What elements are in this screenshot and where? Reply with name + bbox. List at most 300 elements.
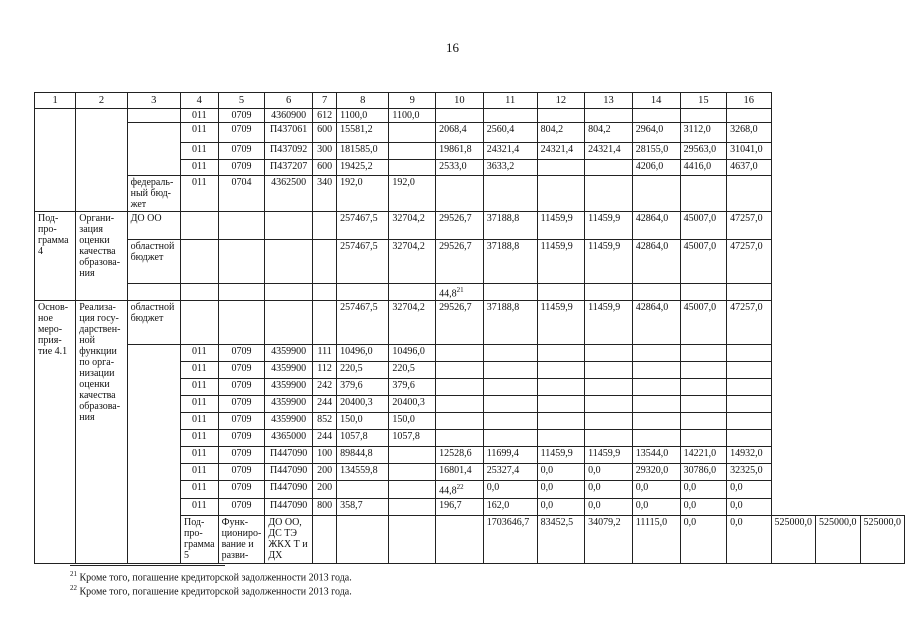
table-cell: 32325,0 [727,464,771,481]
table-cell: 011 [180,481,218,498]
table-cell: 0,0 [632,481,680,498]
table-cell: 525000,0 [816,515,861,563]
column-header: 2 [76,93,127,109]
table-cell [727,284,771,301]
table-cell: 0,0 [483,481,537,498]
table-cell [389,498,436,515]
column-header: 9 [389,93,436,109]
table-cell: 19861,8 [436,143,484,160]
table-cell: 11459,9 [585,240,633,284]
table-cell: 257467,5 [337,301,389,345]
table-cell: 0709 [218,109,265,123]
table-cell: П437092 [265,143,313,160]
table-cell [265,284,313,301]
table-cell [537,413,585,430]
table-cell [436,345,484,362]
table-cell: 181585,0 [337,143,389,160]
table-cell: 220,5 [389,362,436,379]
table-cell: 011 [180,143,218,160]
table-cell: 525000,0 [860,515,905,563]
table-cell: 11459,9 [537,301,585,345]
table-row [35,284,905,301]
table-cell: 379,6 [389,379,436,396]
table-cell [389,284,436,301]
table-cell [585,362,633,379]
table-cell: 612 [313,109,337,123]
table-cell [483,345,537,362]
column-header: 1 [35,93,76,109]
table-cell [218,240,265,284]
table-cell: 220,5 [337,362,389,379]
table-row [35,212,905,240]
table-cell: 011 [180,345,218,362]
table-cell [436,109,484,123]
table-cell: 11459,9 [585,447,633,464]
table-cell: 1703646,7 [483,515,537,563]
footnote-21: $^{21}$ Кроме того, погашение кредиторской задолженности 2013 года. [70,570,352,584]
table-cell [727,396,771,413]
table-cell [436,396,484,413]
table-cell: 37188,8 [483,240,537,284]
table-cell [180,240,218,284]
table-cell: 31041,0 [727,143,771,160]
table-cell: областной бюджет [127,301,180,345]
table-cell [313,301,337,345]
table-cell: 4637,0 [727,160,771,176]
table-cell: 45007,0 [680,301,726,345]
column-header: 5 [218,93,265,109]
table-cell [537,109,585,123]
table-cell: 2068,4 [436,123,484,143]
table-cell [483,176,537,212]
table-cell: 0709 [218,413,265,430]
table-cell: 011 [180,498,218,515]
table-cell: 804,2 [585,123,633,143]
table-cell: 89844,8 [337,447,389,464]
table-cell: 47257,0 [727,240,771,284]
table-cell: 192,0 [337,176,389,212]
table-cell [218,284,265,301]
table-cell: 600 [313,123,337,143]
column-header: 12 [537,93,585,109]
table-cell [680,109,726,123]
table-cell [180,212,218,240]
table-cell: 25327,4 [483,464,537,481]
table-cell: 47257,0 [727,212,771,240]
table-cell [727,176,771,212]
table-cell [680,362,726,379]
table-cell: 15581,2 [337,123,389,143]
table-cell: 2560,4 [483,123,537,143]
table-cell: 34079,2 [585,515,633,563]
table-cell: 44,8$^{22}$ [436,481,484,498]
table-cell: 300 [313,143,337,160]
table-cell [585,430,633,447]
table-cell: 24321,4 [537,143,585,160]
table-cell: 11459,9 [585,212,633,240]
table-cell: 242 [313,379,337,396]
table-cell [585,396,633,413]
table-cell: П447090 [265,447,313,464]
table-cell [727,430,771,447]
table-cell [313,284,337,301]
table-cell: 11459,9 [537,240,585,284]
table-cell [337,284,389,301]
table-cell [680,396,726,413]
table-cell: ДО ОО, ДС ТЭ ЖКХ Т и ДХ [265,515,313,563]
table-cell [127,345,180,563]
table-cell: 29526,7 [436,212,484,240]
table-cell: 0709 [218,430,265,447]
table-cell [218,212,265,240]
table-cell [680,284,726,301]
table-cell [537,396,585,413]
table-cell [265,301,313,345]
table-cell: 4359900 [265,345,313,362]
table-cell [127,284,180,301]
column-header: 7 [313,93,337,109]
table-cell [632,345,680,362]
table-cell: Функционирование и разви- [218,515,265,563]
table-cell [218,301,265,345]
budget-table [34,92,905,564]
table-cell: 29320,0 [632,464,680,481]
table-cell [389,481,436,498]
table-cell: Реализация государственной функции по организации оценки качества образования [76,301,127,563]
subprogram-label: Подпрограмма 4 [35,212,76,301]
table-cell: 3268,0 [727,123,771,143]
table-cell [483,362,537,379]
table-cell [389,143,436,160]
table-cell: 0,0 [537,498,585,515]
table-cell: 257467,5 [337,212,389,240]
table-cell [727,413,771,430]
table-cell: 0,0 [680,515,726,563]
table-cell: 32704,2 [389,301,436,345]
table-cell: 0,0 [585,481,633,498]
table-cell: 1057,8 [337,430,389,447]
table-cell: 47257,0 [727,301,771,345]
table-cell [537,284,585,301]
column-header: 16 [727,93,771,109]
table-cell: 100 [313,447,337,464]
table-cell: 44,8$^{21}$ [436,284,484,301]
table-cell [35,109,76,212]
table-row [35,123,905,143]
table-cell: П437207 [265,160,313,176]
table-cell [727,109,771,123]
table-cell [680,413,726,430]
table-row [35,109,905,123]
table-cell: 13544,0 [632,447,680,464]
table-cell: 42864,0 [632,240,680,284]
table-cell: 29563,0 [680,143,726,160]
table-cell: 4206,0 [632,160,680,176]
table-cell: 852 [313,413,337,430]
table-cell: 0,0 [585,498,633,515]
table-cell: федеральный бюджет [127,176,180,212]
table-cell: 14221,0 [680,447,726,464]
table-cell [632,379,680,396]
table-cell [727,345,771,362]
table-cell: П447090 [265,464,313,481]
table-cell: 1100,0 [389,109,436,123]
table-cell: П437061 [265,123,313,143]
table-cell: 14932,0 [727,447,771,464]
table-cell [585,379,633,396]
table-cell: 0709 [218,498,265,515]
table-cell: 1100,0 [337,109,389,123]
table-row [35,345,905,362]
table-cell: 525000,0 [771,515,816,563]
table-cell: 0,0 [537,464,585,481]
table-cell [537,379,585,396]
table-cell: 24321,4 [483,143,537,160]
table-cell: 150,0 [337,413,389,430]
table-cell: 11459,9 [537,447,585,464]
table-cell [537,362,585,379]
table-cell [180,284,218,301]
table-cell [585,109,633,123]
table-cell: П447090 [265,481,313,498]
table-cell [632,176,680,212]
table-cell: 0,0 [632,498,680,515]
table-cell: 0709 [218,447,265,464]
table-cell: 011 [180,447,218,464]
table-cell: 20400,3 [337,396,389,413]
table-cell: 0709 [218,143,265,160]
table-cell: 32704,2 [389,212,436,240]
table-cell: 011 [180,362,218,379]
table-cell [632,430,680,447]
table-cell: 011 [180,379,218,396]
table-row [35,301,905,345]
page-number: 16 [446,40,459,55]
column-header: 10 [436,93,484,109]
table-cell: 111 [313,345,337,362]
table-cell [436,515,484,563]
footnote-separator [70,565,225,566]
table-cell: 196,7 [436,498,484,515]
table-cell [537,176,585,212]
table-cell: 4416,0 [680,160,726,176]
table-cell: 0,0 [680,481,726,498]
table-cell [389,464,436,481]
table-cell: 134559,8 [337,464,389,481]
table-cell: 32704,2 [389,240,436,284]
table-cell [313,212,337,240]
table-cell: 0,0 [585,464,633,481]
column-header: 13 [585,93,633,109]
table-cell: 200 [313,464,337,481]
table-cell: 257467,5 [337,240,389,284]
table-cell [483,284,537,301]
table-cell: 29526,7 [436,240,484,284]
header-row [35,93,905,109]
table-cell [436,430,484,447]
table-cell: 37188,8 [483,301,537,345]
table-cell: Организация оценки качества образования [76,212,127,301]
table-cell [389,447,436,464]
table-cell [680,345,726,362]
table-cell: 45007,0 [680,240,726,284]
footnote-22: $^{22}$ Кроме того, погашение кредиторской задолженности 2013 года. [70,584,352,598]
table-cell: 10496,0 [389,345,436,362]
table-cell: 83452,5 [537,515,585,563]
table-cell: 011 [180,396,218,413]
table-cell: 3633,2 [483,160,537,176]
table-cell: 0,0 [727,515,771,563]
table-cell [436,176,484,212]
table-cell: 11459,9 [585,301,633,345]
table-cell: 011 [180,464,218,481]
table-cell: 4359900 [265,413,313,430]
table-cell: 011 [180,160,218,176]
table-cell [436,362,484,379]
table-cell: 0,0 [727,498,771,515]
table-cell [127,109,180,123]
table-cell [537,430,585,447]
table-cell [483,379,537,396]
table-cell: 37188,8 [483,212,537,240]
table-cell: 10496,0 [337,345,389,362]
table-cell: 28155,0 [632,143,680,160]
column-header: 6 [265,93,313,109]
table-cell [632,413,680,430]
table-cell: 112 [313,362,337,379]
table-cell [313,515,337,563]
table-cell [389,160,436,176]
table-cell [680,430,726,447]
table-cell: 29526,7 [436,301,484,345]
table-cell [483,413,537,430]
table-cell [537,345,585,362]
table-cell [585,284,633,301]
table-cell: 20400,3 [389,396,436,413]
table-cell: ДО ОО [127,212,180,240]
column-header: 15 [680,93,726,109]
table-cell [76,109,127,212]
table-cell: 4359900 [265,396,313,413]
table-cell [632,109,680,123]
table-cell: 2964,0 [632,123,680,143]
table-cell [265,240,313,284]
table-cell: 45007,0 [680,212,726,240]
table-cell: 24321,4 [585,143,633,160]
table-cell: 340 [313,176,337,212]
table-cell: 200 [313,481,337,498]
table-cell: 19425,2 [337,160,389,176]
table-cell [632,362,680,379]
table-cell: 4359900 [265,362,313,379]
table-cell: 11115,0 [632,515,680,563]
table-cell [680,176,726,212]
table-cell [727,379,771,396]
table-cell [265,212,313,240]
table-cell: 4362500 [265,176,313,212]
table-cell: 192,0 [389,176,436,212]
table-cell: 0704 [218,176,265,212]
table-cell [727,362,771,379]
table-row [35,240,905,284]
table-cell: 42864,0 [632,301,680,345]
table-cell [632,284,680,301]
table-cell: 011 [180,176,218,212]
table-cell: 0709 [218,160,265,176]
table-cell [337,481,389,498]
column-header: 14 [632,93,680,109]
column-header: 11 [483,93,537,109]
table-cell: 804,2 [537,123,585,143]
table-cell: 12528,6 [436,447,484,464]
table-cell: 244 [313,430,337,447]
table-cell: 0,0 [680,498,726,515]
table-cell: 30786,0 [680,464,726,481]
table-cell: областной бюджет [127,240,180,284]
table-cell [436,413,484,430]
table-cell [337,515,389,563]
table-cell: 11459,9 [537,212,585,240]
table-cell [585,413,633,430]
table-cell: 162,0 [483,498,537,515]
table-cell [436,379,484,396]
table-cell [483,396,537,413]
table-cell: 0709 [218,396,265,413]
column-header: 3 [127,93,180,109]
table-cell [585,160,633,176]
table-cell: 4365000 [265,430,313,447]
table-cell: 011 [180,430,218,447]
table-cell [632,396,680,413]
table-cell: 2533,0 [436,160,484,176]
measure-label: Основное мероприятие 4.1 [35,301,76,563]
table-cell [483,109,537,123]
column-header: 8 [337,93,389,109]
table-cell: 011 [180,413,218,430]
table-cell [389,123,436,143]
table-cell [389,515,436,563]
table-cell: 0709 [218,481,265,498]
table-cell: 379,6 [337,379,389,396]
table-cell [127,123,180,176]
table-cell: 42864,0 [632,212,680,240]
table-cell [537,160,585,176]
table-cell [585,176,633,212]
table-cell: 0709 [218,123,265,143]
table-cell: 16801,4 [436,464,484,481]
table-cell: 0709 [218,362,265,379]
table-cell: 0,0 [537,481,585,498]
table-cell [180,301,218,345]
table-cell: 600 [313,160,337,176]
table-cell: 3112,0 [680,123,726,143]
table-cell: 1057,8 [389,430,436,447]
table-cell: 358,7 [337,498,389,515]
table-row [35,176,905,212]
table-cell: 150,0 [389,413,436,430]
table-cell: 4359900 [265,379,313,396]
table-cell: 800 [313,498,337,515]
table-cell: 0709 [218,464,265,481]
table-cell [483,430,537,447]
table-cell: 244 [313,396,337,413]
table-cell: 4360900 [265,109,313,123]
table-cell: 11699,4 [483,447,537,464]
subprogram-label: Подпрограмма 5 [180,515,218,563]
table-cell: 0709 [218,345,265,362]
table-cell: 011 [180,109,218,123]
column-header: 4 [180,93,218,109]
